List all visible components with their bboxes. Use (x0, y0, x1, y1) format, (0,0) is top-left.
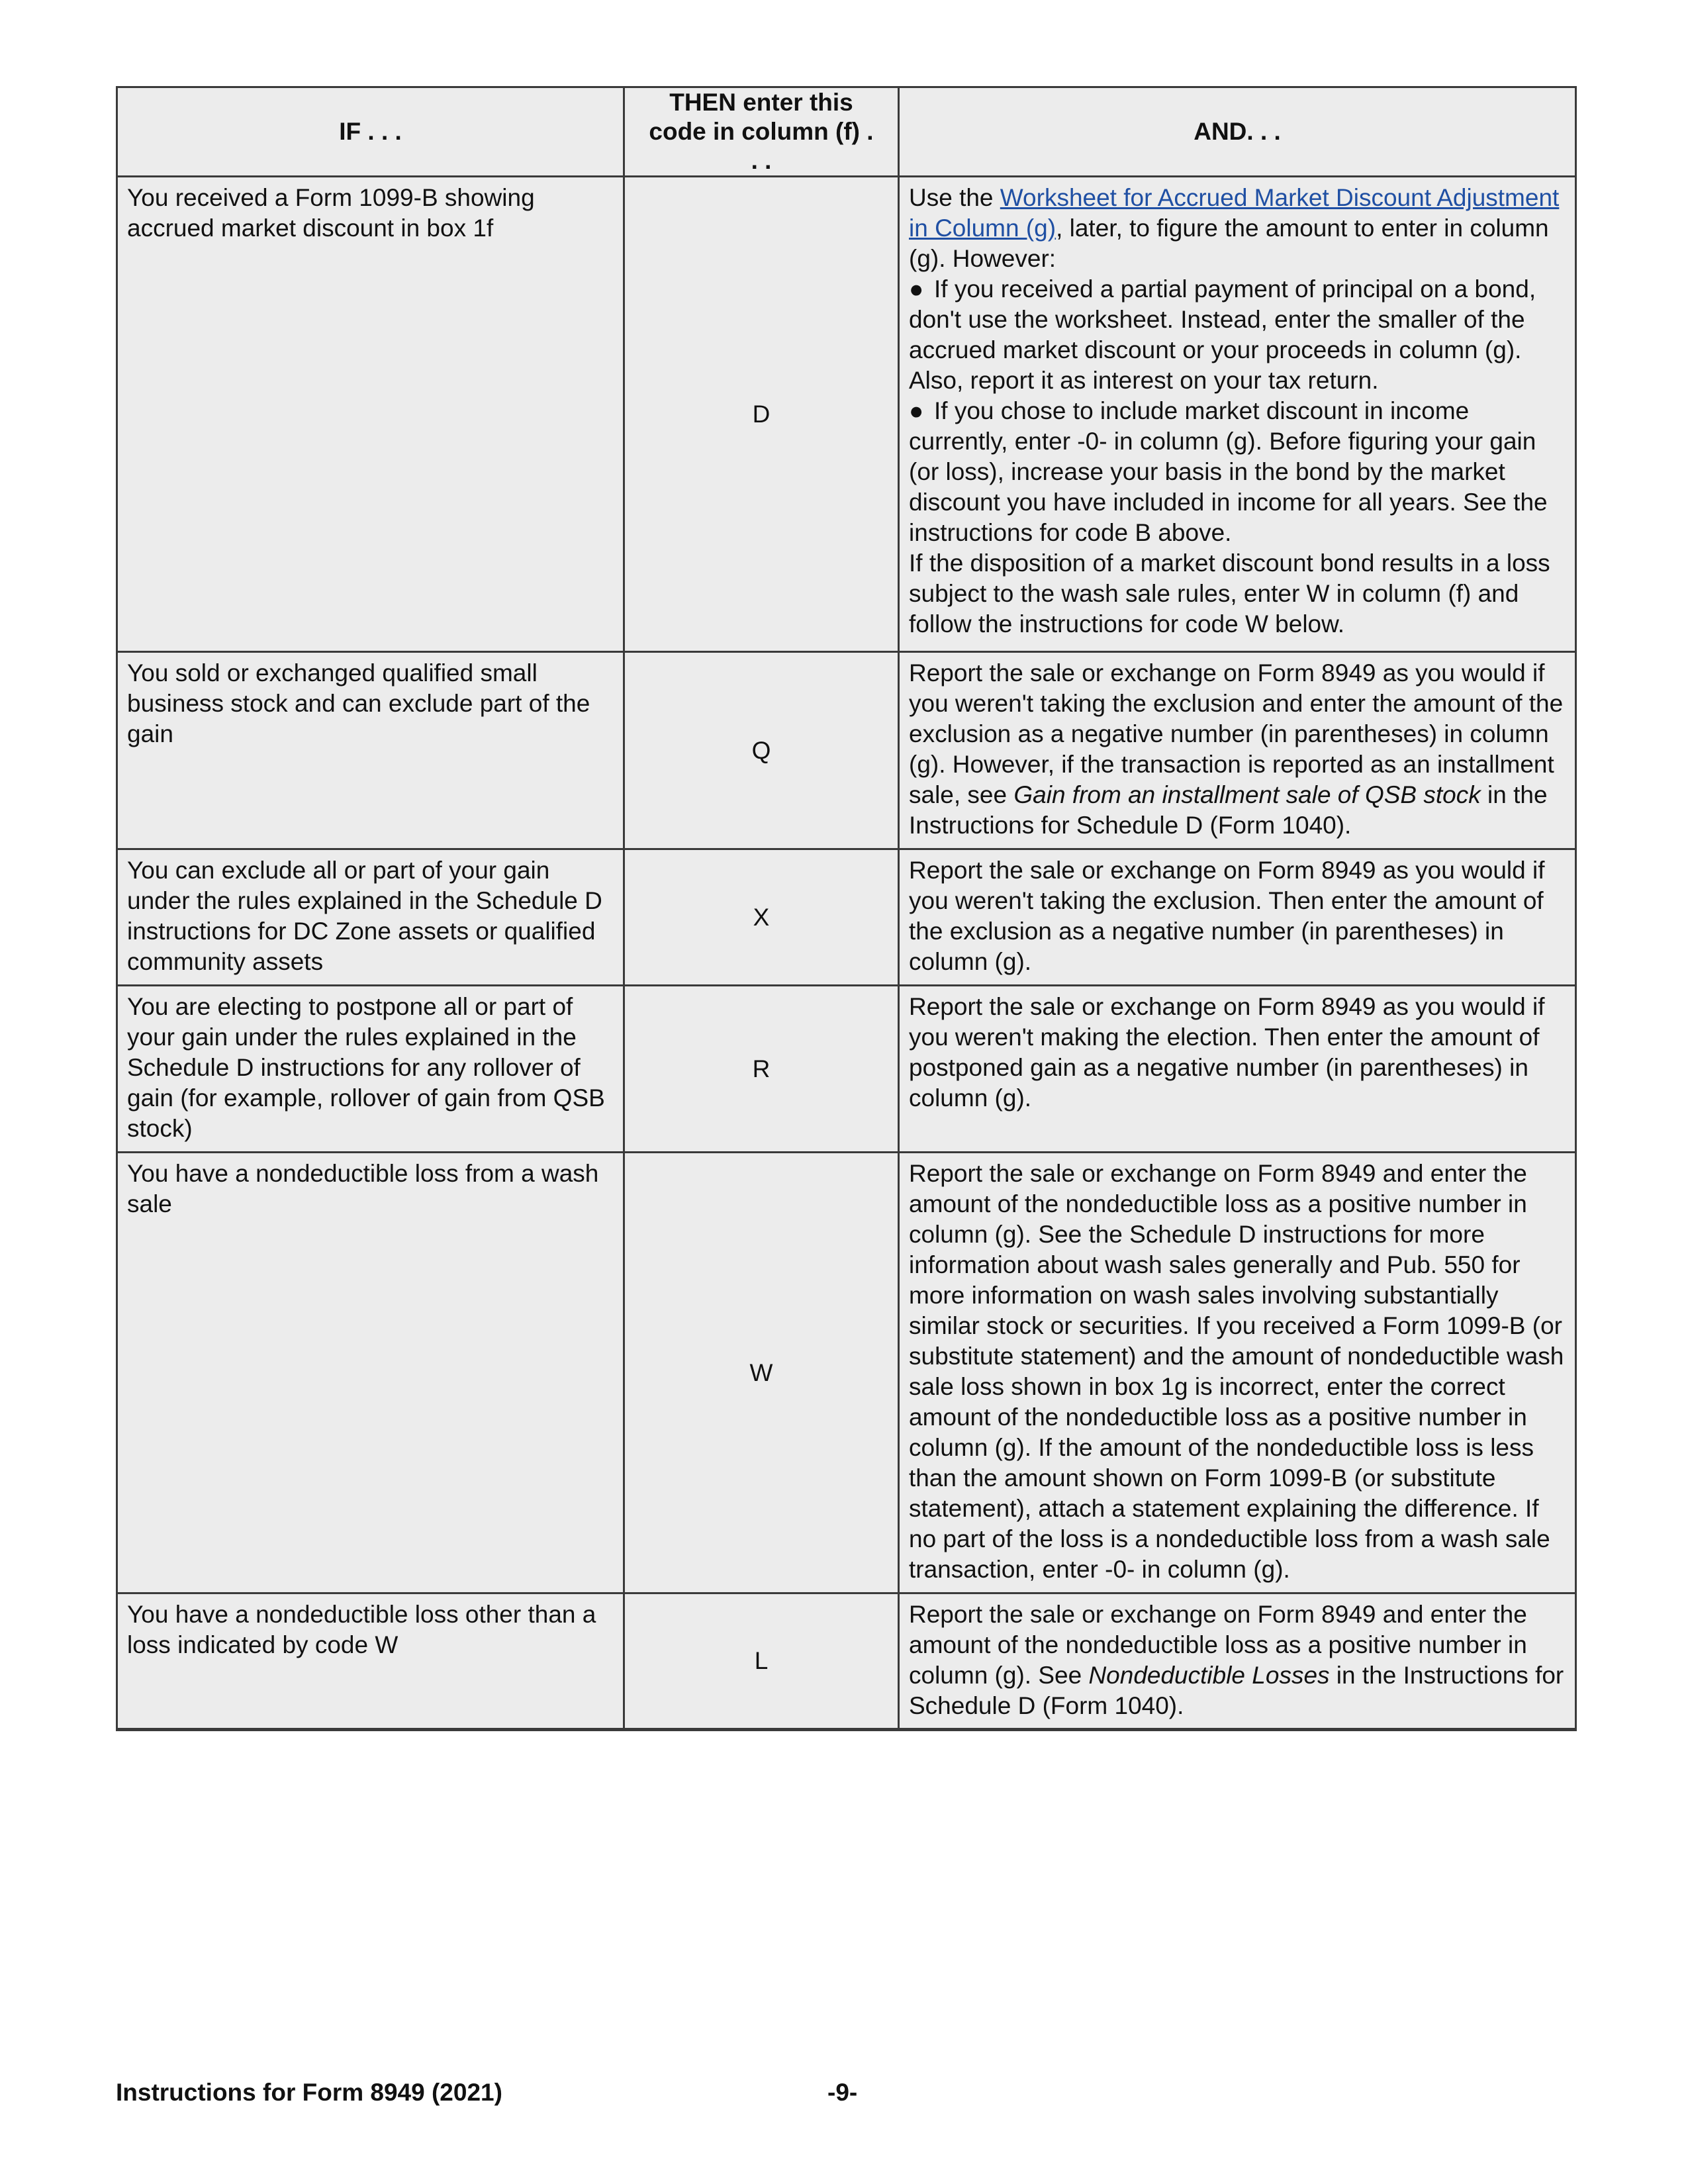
instruction-text-end: in the Instructions for Schedule D (Form 1040). (909, 1662, 1564, 1719)
code-cell: W (624, 1153, 899, 1593)
table-header-row (117, 87, 1576, 177)
instruction-intro-prefix: Use the (909, 184, 1000, 211)
footer-title: Instructions for Form 8949 (2021) (116, 2079, 502, 2106)
table-row (117, 986, 1576, 1153)
bullet-text: If you chose to include market discount in income currently, enter -0- in column (g). Before figuring your gain (or loss), increase your basis in the bond by the market discount you have included in income for all years. See the instructions for code B above. (909, 397, 1548, 546)
header-if: IF . . . (117, 87, 624, 177)
instruction-text: Report the sale or exchange on Form 8949 and enter the amount of the nondeductible loss as a positive number in column (g). See (909, 1601, 1527, 1689)
bullet-item (909, 396, 1570, 548)
code-cell: D (624, 177, 899, 652)
code-cell: R (624, 986, 899, 1153)
bullet-text: If you received a partial payment of principal on a bond, don't use the worksheet. Instead, enter the smaller of the accrued market discount or your proceeds in column (g). Also, report it as interest on your tax return. (909, 275, 1536, 394)
instruction-cell (899, 177, 1576, 652)
worksheet-link[interactable]: Worksheet for Accrued Market Discount Adjustment in Column (g) (909, 184, 1560, 242)
instruction-closing: If the disposition of a market discount bond results in a loss subject to the wash sale rules, enter W in column (f) and follow the instructions for code W below. (909, 549, 1550, 638)
header-then: THEN enter this code in column (f) . . . (624, 87, 899, 177)
table-row (117, 849, 1576, 986)
instruction-cell: Report the sale or exchange on Form 8949 and enter the amount of the nondeductible loss as a positive number in column (g). See the Schedule D instructions for more information about wash sales generally and Pub. 550 for more information on wash sales involving substantially similar stock or securities. If you received a Form 1099-B (or substitute statement) and the amount of nondeductible wash sale loss shown in box 1g is incorrect, enter the correct amount of the nondeductible loss as a positive number in column (g). If the amount of the nondeductible loss is less than the amount shown on Form 1099-B (or substitute statement), attach a statement explaining the difference. If no part of the loss is a nondeductible loss from a wash sale transaction, enter -0- in column (g). (899, 1153, 1576, 1593)
table-row (117, 652, 1576, 849)
code-cell: X (624, 849, 899, 986)
instruction-cell (899, 652, 1576, 849)
table-row (117, 1593, 1576, 1730)
instruction-text: Report the sale or exchange on Form 8949 as you would if you weren't taking the exclusion and enter the amount of the exclusion as a negative number (in parentheses) in column (g). However, if the transaction is reported as an installment sale, see (909, 659, 1564, 808)
instruction-cell: Report the sale or exchange on Form 8949 as you would if you weren't making the election. Then enter the amount of postponed gain as a negative number (in parentheses) in column (g). (899, 986, 1576, 1153)
instruction-text-end: in the Instructions for Schedule D (Form 1040). (909, 781, 1548, 839)
instruction-italic-reference: Nondeductible Losses (1088, 1662, 1330, 1689)
condition-cell: You can exclude all or part of your gain under the rules explained in the Schedule D instructions for DC Zone assets or qualified community assets (117, 849, 624, 986)
table-row (117, 1153, 1576, 1593)
condition-cell: You sold or exchanged qualified small business stock and can exclude part of the gain (117, 652, 624, 849)
code-cell: Q (624, 652, 899, 849)
condition-cell: You received a Form 1099-B showing accrued market discount in box 1f (117, 177, 624, 652)
bullet-icon: ● (909, 397, 924, 424)
condition-cell: You have a nondeductible loss other than a loss indicated by code W (117, 1593, 624, 1730)
instruction-intro-suffix: , later, to figure the amount to enter in column (g). However: (909, 214, 1549, 272)
condition-cell: You are electing to postpone all or part of your gain under the rules explained in the Schedule D instructions for any rollover of gain (for example, rollover of gain from QSB stock) (117, 986, 624, 1153)
table-row (117, 177, 1576, 652)
code-cell: L (624, 1593, 899, 1730)
instruction-cell: Report the sale or exchange on Form 8949 as you would if you weren't taking the exclusion. Then enter the amount of the exclusion as a negative number (in parentheses) in column (g). (899, 849, 1576, 986)
bullet-item (909, 274, 1570, 396)
header-and: AND. . . (899, 87, 1576, 177)
instruction-italic-reference: Gain from an installment sale of QSB stock (1013, 781, 1481, 808)
code-table (116, 86, 1577, 1731)
condition-cell: You have a nondeductible loss from a wash sale (117, 1153, 624, 1593)
instruction-cell (899, 1593, 1576, 1730)
bullet-icon: ● (909, 275, 924, 303)
page-number: -9- (827, 2079, 858, 2106)
